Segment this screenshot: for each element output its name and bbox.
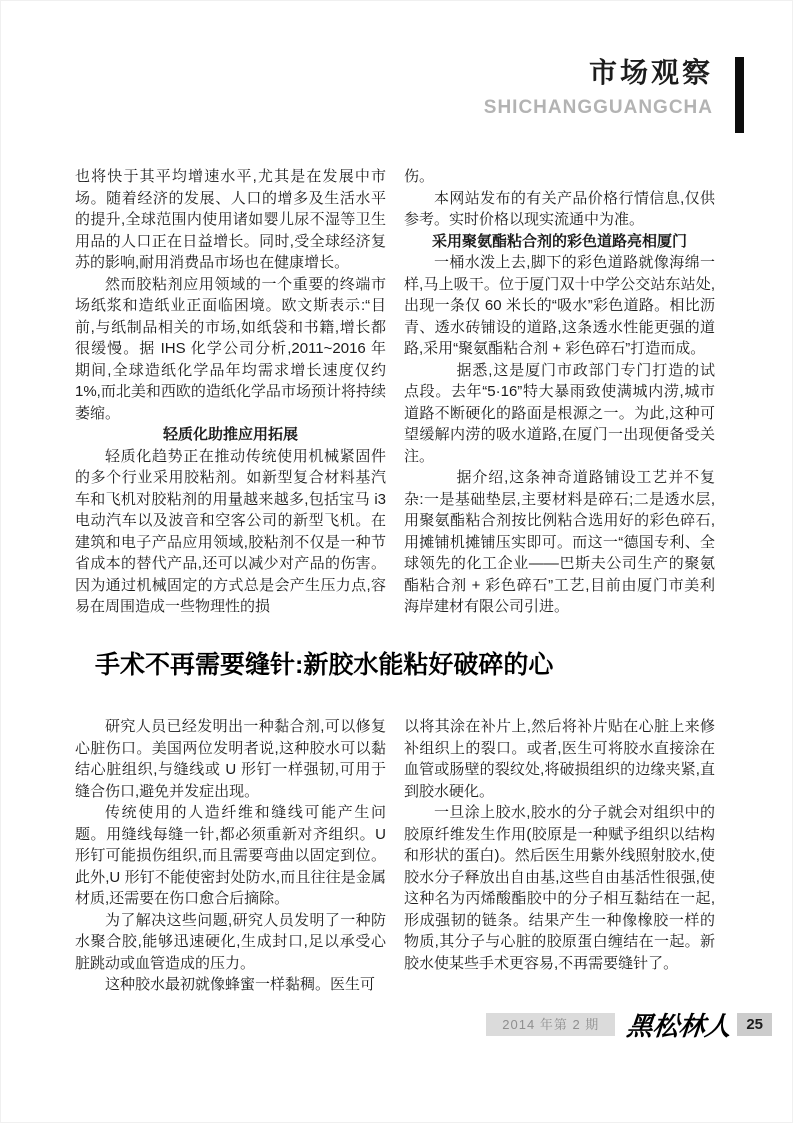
article-headline: 手术不再需要缝针:新胶水能粘好破碎的心: [95, 651, 554, 679]
bottom-article-left-column: [75, 716, 386, 996]
paragraph: 本网站发布的有关产品价格行情信息,仅供参考。实时价格以现实流通中为准。: [404, 189, 715, 228]
page-footer: [486, 1006, 772, 1043]
paragraph: 这种胶水最初就像蜂蜜一样黏稠。医生可: [105, 976, 376, 993]
bottom-article-right-column: [404, 716, 715, 974]
subsection-heading: 轻质化助推应用拓展: [162, 426, 298, 443]
section-subtitle-pinyin: SHICHANGGUANGCHA: [483, 97, 713, 118]
paragraph: 一旦涂上胶水,胶水的分子就会对组织中的胶原纤维发生作用(胶原是一种赋予组织以结构和形状的蛋白)。然后医生用紫外线照射胶水,使胶水分子释放出自由基,这些自由基活性很强,使这种名为丙烯酸酯胶中的分子相互黏结在一起,形成强韧的链条。结果产生一种像橡胶一样的物质,其分子与心脏的胶原蛋白缠结在一起。新胶水使某些手术更容易,不再需要缝针了。: [404, 804, 715, 972]
paragraph: 据悉,这是厦门市政部门专门打造的试点段。去年“5·16”特大暴雨致使满城内涝,城市道路不断硬化的路面是根源之一。为此,这种可望缓解内涝的吸水道路,在厦门一出现便备受关注。: [404, 361, 715, 465]
header-accent-bar: [735, 57, 744, 133]
paragraph: 一桶水泼上去,脚下的彩色道路就像海绵一样,马上吸干。位于厦门双十中学公交站东站处,出现一条仅 60 米长的“吸水”彩色道路。相比沥青、透水砖铺设的道路,这条透水性能更强的道路,采用“聚氨酯粘合剂 + 彩色碎石”打造而成。: [404, 254, 715, 357]
paragraph: 然而胶粘剂应用领域的一个重要的终端市场纸浆和造纸业正面临困境。欧文斯表示:“目前,与纸制品相关的市场,如纸袋和书籍,增长都很缓慢。据 IHS 化学公司分析,2011~2016 年期间,全球造纸化学品年均需求增长速度仅约 1%,而北美和西欧的造纸化学品市场预计将持续萎缩。: [75, 275, 386, 422]
page-number: 25: [737, 1013, 772, 1036]
section-title: 市场观察: [588, 57, 713, 88]
paragraph: 以将其涂在补片上,然后将补片贴在心脏上来修补组织上的裂口。或者,医生可将胶水直接涂在血管或肠壁的裂纹处,将破损组织的边缘夹紧,直到胶水硬化。: [404, 718, 715, 800]
paragraph: 据介绍,这条神奇道路铺设工艺并不复杂:一是基础垫层,主要材料是碎石;二是透水层,用聚氨酯粘合剂按比例粘合选用好的彩色碎石,用摊铺机摊铺压实即可。而这一“德国专利、全球领先的化工企业——巴斯夫公司生产的聚氨酯粘合剂 + 彩色碎石”工艺,目前由厦门市美利海岸建材有限公司引进。: [404, 469, 715, 615]
issue-label: 2014 年第 2 期: [486, 1013, 615, 1036]
top-article-left-column: [75, 166, 386, 618]
magazine-logo: 黑松林人: [625, 1012, 733, 1042]
section-header-text: [484, 57, 713, 119]
paragraph: 轻质化趋势正在推动传统使用机械紧固件的多个行业采用胶粘剂。如新型复合材料基汽车和飞机对胶粘剂的用量越来越多,包括宝马 i3 电动汽车以及波音和空客公司的新型飞机。在建筑和电子产品应用领域,胶粘剂不仅是一种节省成本的替代产品,还可以减少对产品的伤害。因为通过机械固定的方式总是会产生压力点,容易在周围造成一些物理性的损: [75, 447, 386, 615]
paragraph: 也将快于其平均增速水平,尤其是在发展中市场。随着经济的发展、人口的增多及生活水平的提升,全球范围内使用诸如婴儿尿不湿等卫生用品的人口正在日益增长。同时,受全球经济复苏的影响,耐用消费品市场也在健康增长。: [75, 168, 386, 271]
paragraph: 传统使用的人造纤维和缝线可能产生问题。用缝线每缝一针,都必须重新对齐组织。U 形钉可能损伤组织,而且需要弯曲以固定到位。此外,U 形钉不能使密封处防水,而且往往是金属材质,还需要在伤口愈合后摘除。: [75, 804, 386, 907]
section-header: [484, 57, 744, 133]
paragraph: 研究人员已经发明出一种黏合剂,可以修复心脏伤口。美国两位发明者说,这种胶水可以黏结心脏组织,与缝线或 U 形钉一样强韧,可用于缝合伤口,避免并发症出现。: [75, 718, 386, 800]
top-article-right-column: [404, 166, 715, 618]
paragraph: 为了解决这些问题,研究人员发明了一种防水聚合胶,能够迅速硬化,生成封口,足以承受心脏跳动或血管造成的压力。: [75, 911, 386, 972]
subsection-heading: 采用聚氨酯粘合剂的彩色道路亮相厦门: [431, 232, 687, 250]
paragraph: 伤。: [404, 168, 435, 185]
